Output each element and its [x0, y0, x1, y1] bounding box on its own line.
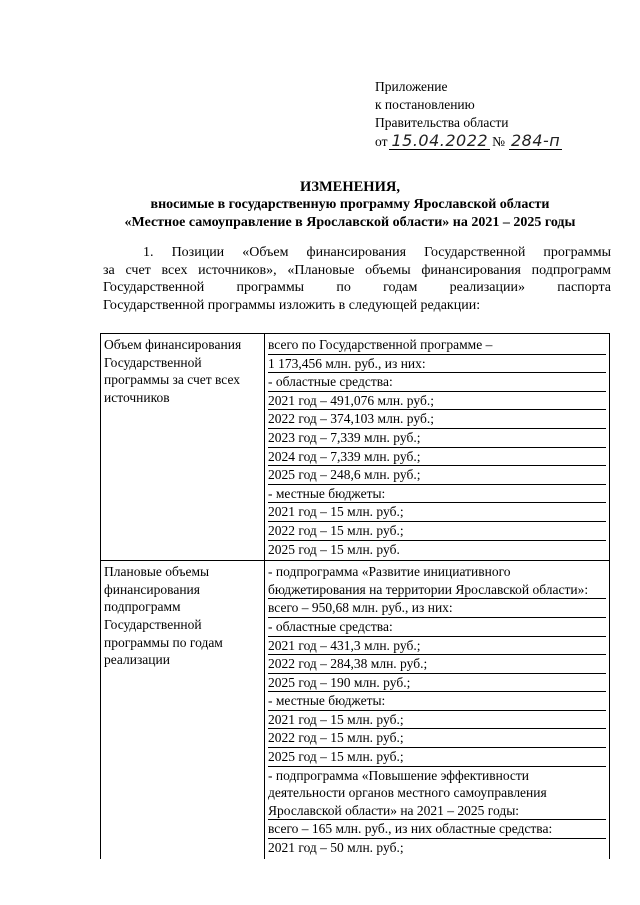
- attachment-block: [375, 78, 562, 151]
- value-line: 1 173,456 млн. руб., из них:: [268, 355, 606, 374]
- number-sign: №: [492, 134, 505, 149]
- intro-line: за счет всех источников», «Плановые объемы финансирования подпрограмм: [103, 262, 611, 278]
- intro-line: Государственной программы по годам реализации» паспорта: [103, 280, 611, 295]
- row1-label: Объем финансирования Государственной программы за счет всех источников: [101, 334, 265, 561]
- value-line: 2022 год – 284,38 млн. руб.;: [268, 655, 606, 674]
- row2-label: Плановые объемы финансирования подпрограмм Государственной программы по годам реализации: [101, 561, 265, 859]
- value-line: 2025 год – 15 млн. руб.;: [268, 748, 606, 767]
- value-line: 2025 год – 15 млн. руб.: [268, 541, 400, 557]
- value-line: всего – 950,68 млн. руб., из них:: [268, 599, 606, 618]
- value-line: 2021 год – 50 млн. руб.;: [268, 840, 404, 856]
- value-line: 2022 год – 15 млн. руб.;: [268, 729, 606, 748]
- value-line: 2025 год – 248,6 млн. руб.;: [268, 466, 606, 485]
- value-line: - областные средства:: [268, 618, 606, 637]
- attachment-government: Правительства области: [375, 115, 509, 130]
- title-subtitle-2: «Местное самоуправление в Ярославской области» на 2021 – 2025 годы: [124, 215, 576, 230]
- value-line: 2022 год – 15 млн. руб.;: [268, 522, 606, 541]
- title-subtitle-1: вносимые в государственную программу Ярославской области: [150, 197, 550, 212]
- row2-values: [265, 561, 610, 859]
- value-line: 2023 год – 7,339 млн. руб.;: [268, 429, 606, 448]
- value-line: 2021 год – 15 млн. руб.;: [268, 711, 606, 730]
- attachment-resolution: к постановлению: [375, 97, 475, 112]
- table-row: [101, 334, 610, 561]
- value-line: всего – 165 млн. руб., из них областные средства:: [268, 820, 606, 839]
- value-line: - подпрограмма «Развитие инициативного бюджетирования на территории Ярославской области»:: [268, 563, 606, 599]
- intro-paragraph: [103, 244, 611, 314]
- value-line: - местные бюджеты:: [268, 692, 606, 711]
- value-line: 2025 год – 190 млн. руб.;: [268, 674, 606, 693]
- from-label: от: [375, 134, 388, 149]
- row1-values: [265, 334, 610, 561]
- value-line: 2021 год – 15 млн. руб.;: [268, 503, 606, 522]
- attachment-title: Приложение: [375, 79, 448, 94]
- value-line: - местные бюджеты:: [268, 485, 606, 504]
- value-line: 2024 год – 7,339 млн. руб.;: [268, 448, 606, 467]
- value-line: - подпрограмма «Повышение эффективности деятельности органов местного самоуправления Ярославской области» на 2021 – 2025 годы:: [268, 767, 606, 821]
- title-heading: ИЗМЕНЕНИЯ,: [300, 179, 400, 195]
- handwritten-number: 284-п: [510, 131, 561, 150]
- passport-table: [100, 333, 610, 859]
- value-line: всего по Государственной программе –: [268, 336, 606, 355]
- intro-line: 1. Позиции «Объем финансирования Государственной программы: [143, 245, 611, 260]
- value-line: 2021 год – 491,076 млн. руб.;: [268, 392, 606, 411]
- document-title: [60, 178, 640, 232]
- attachment-date-line: [375, 132, 562, 151]
- value-line: - областные средства:: [268, 373, 606, 392]
- value-line: 2021 год – 431,3 млн. руб.;: [268, 637, 606, 656]
- table-row: [101, 561, 610, 859]
- intro-line: Государственной программы изложить в следующей редакции:: [103, 297, 481, 313]
- handwritten-date: 15.04.2022: [391, 131, 489, 150]
- value-line: 2022 год – 374,103 млн. руб.;: [268, 410, 606, 429]
